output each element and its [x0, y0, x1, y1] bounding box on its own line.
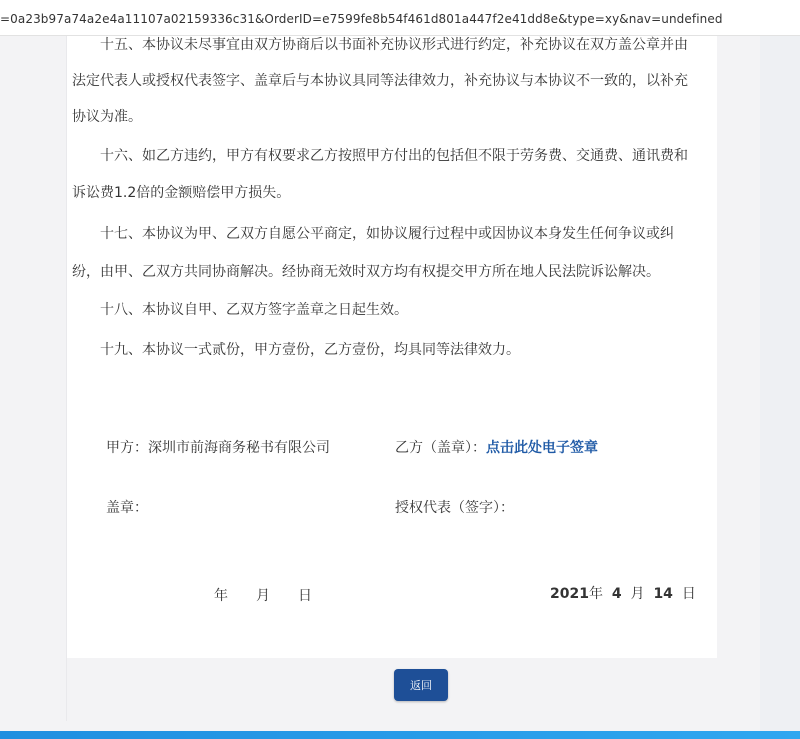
party-b-date — [550, 583, 696, 603]
clause-19-text: 十九、本协议一式贰份，甲方壹份，乙方壹份，均具同等法律效力。 — [100, 342, 520, 358]
taskbar-strip — [0, 731, 800, 739]
clause-15-text-3: 协议为准。 — [72, 109, 142, 125]
party-b-block — [395, 437, 598, 457]
party-a-label: 甲方：深圳市前海商务秘书有限公司 — [106, 440, 330, 456]
address-url[interactable]: =0a23b97a74a2e4a11107a02159336c31&OrderID=e7599fe8b54f461d801a447f2e41dd8e&type=xy&nav=undefined — [0, 12, 723, 26]
representative-label: 授权代表（签字）： — [395, 500, 514, 516]
left-divider — [66, 36, 67, 721]
party-a-date: 年 月 日 — [214, 588, 312, 604]
date-month: 4 — [611, 586, 622, 602]
date-year-unit: 年 — [588, 586, 603, 602]
clause-19 — [72, 331, 702, 370]
date-year: 2021 — [550, 586, 589, 602]
clause-15-text-2: 法定代表人或授权代表签字、盖章后与本协议具同等法律效力，补充协议与本协议不一致的，以补充 — [72, 73, 688, 89]
clause-17-line-2 — [72, 253, 702, 292]
clause-16-text-2: 诉讼费1.2倍的金额赔偿甲方损失。 — [72, 185, 291, 201]
clause-15-text-1: 十五、本协议未尽事宜由双方协商后以书面补充协议形式进行约定，补充协议在双方盖公章并由 — [100, 37, 688, 53]
party-b-label: 乙方（盖章）： — [395, 440, 486, 456]
right-gutter — [760, 36, 800, 731]
clause-17-text-2: 纷，由甲、乙双方共同协商解决。经协商无效时双方均有权提交甲方所在地人民法院诉讼解决。 — [72, 264, 660, 280]
clause-16-line-1 — [72, 137, 702, 176]
clause-15-line-1 — [72, 26, 702, 65]
date-month-unit: 月 — [630, 586, 645, 602]
clause-18 — [72, 291, 702, 330]
clause-15-line-3 — [72, 98, 702, 137]
back-button-label: 返回 — [410, 679, 432, 692]
date-day-unit: 日 — [681, 586, 696, 602]
e-signature-link[interactable]: 点击此处电子签章 — [486, 440, 598, 456]
back-button[interactable] — [394, 669, 448, 701]
seal-label: 盖章： — [106, 500, 148, 516]
clause-15-line-2 — [72, 62, 702, 101]
clause-16-text-1: 十六、如乙方违约，甲方有权要求乙方按照甲方付出的包括但不限于劳务费、交通费、通讯费和 — [100, 148, 688, 164]
date-day: 14 — [653, 586, 673, 602]
clause-17-line-1 — [72, 215, 702, 254]
clause-16-line-2 — [72, 174, 702, 213]
clause-18-text: 十八、本协议自甲、乙双方签字盖章之日起生效。 — [100, 302, 408, 318]
clause-17-text-1: 十七、本协议为甲、乙双方自愿公平商定，如协议履行过程中或因协议本身发生任何争议或纠 — [100, 226, 674, 242]
